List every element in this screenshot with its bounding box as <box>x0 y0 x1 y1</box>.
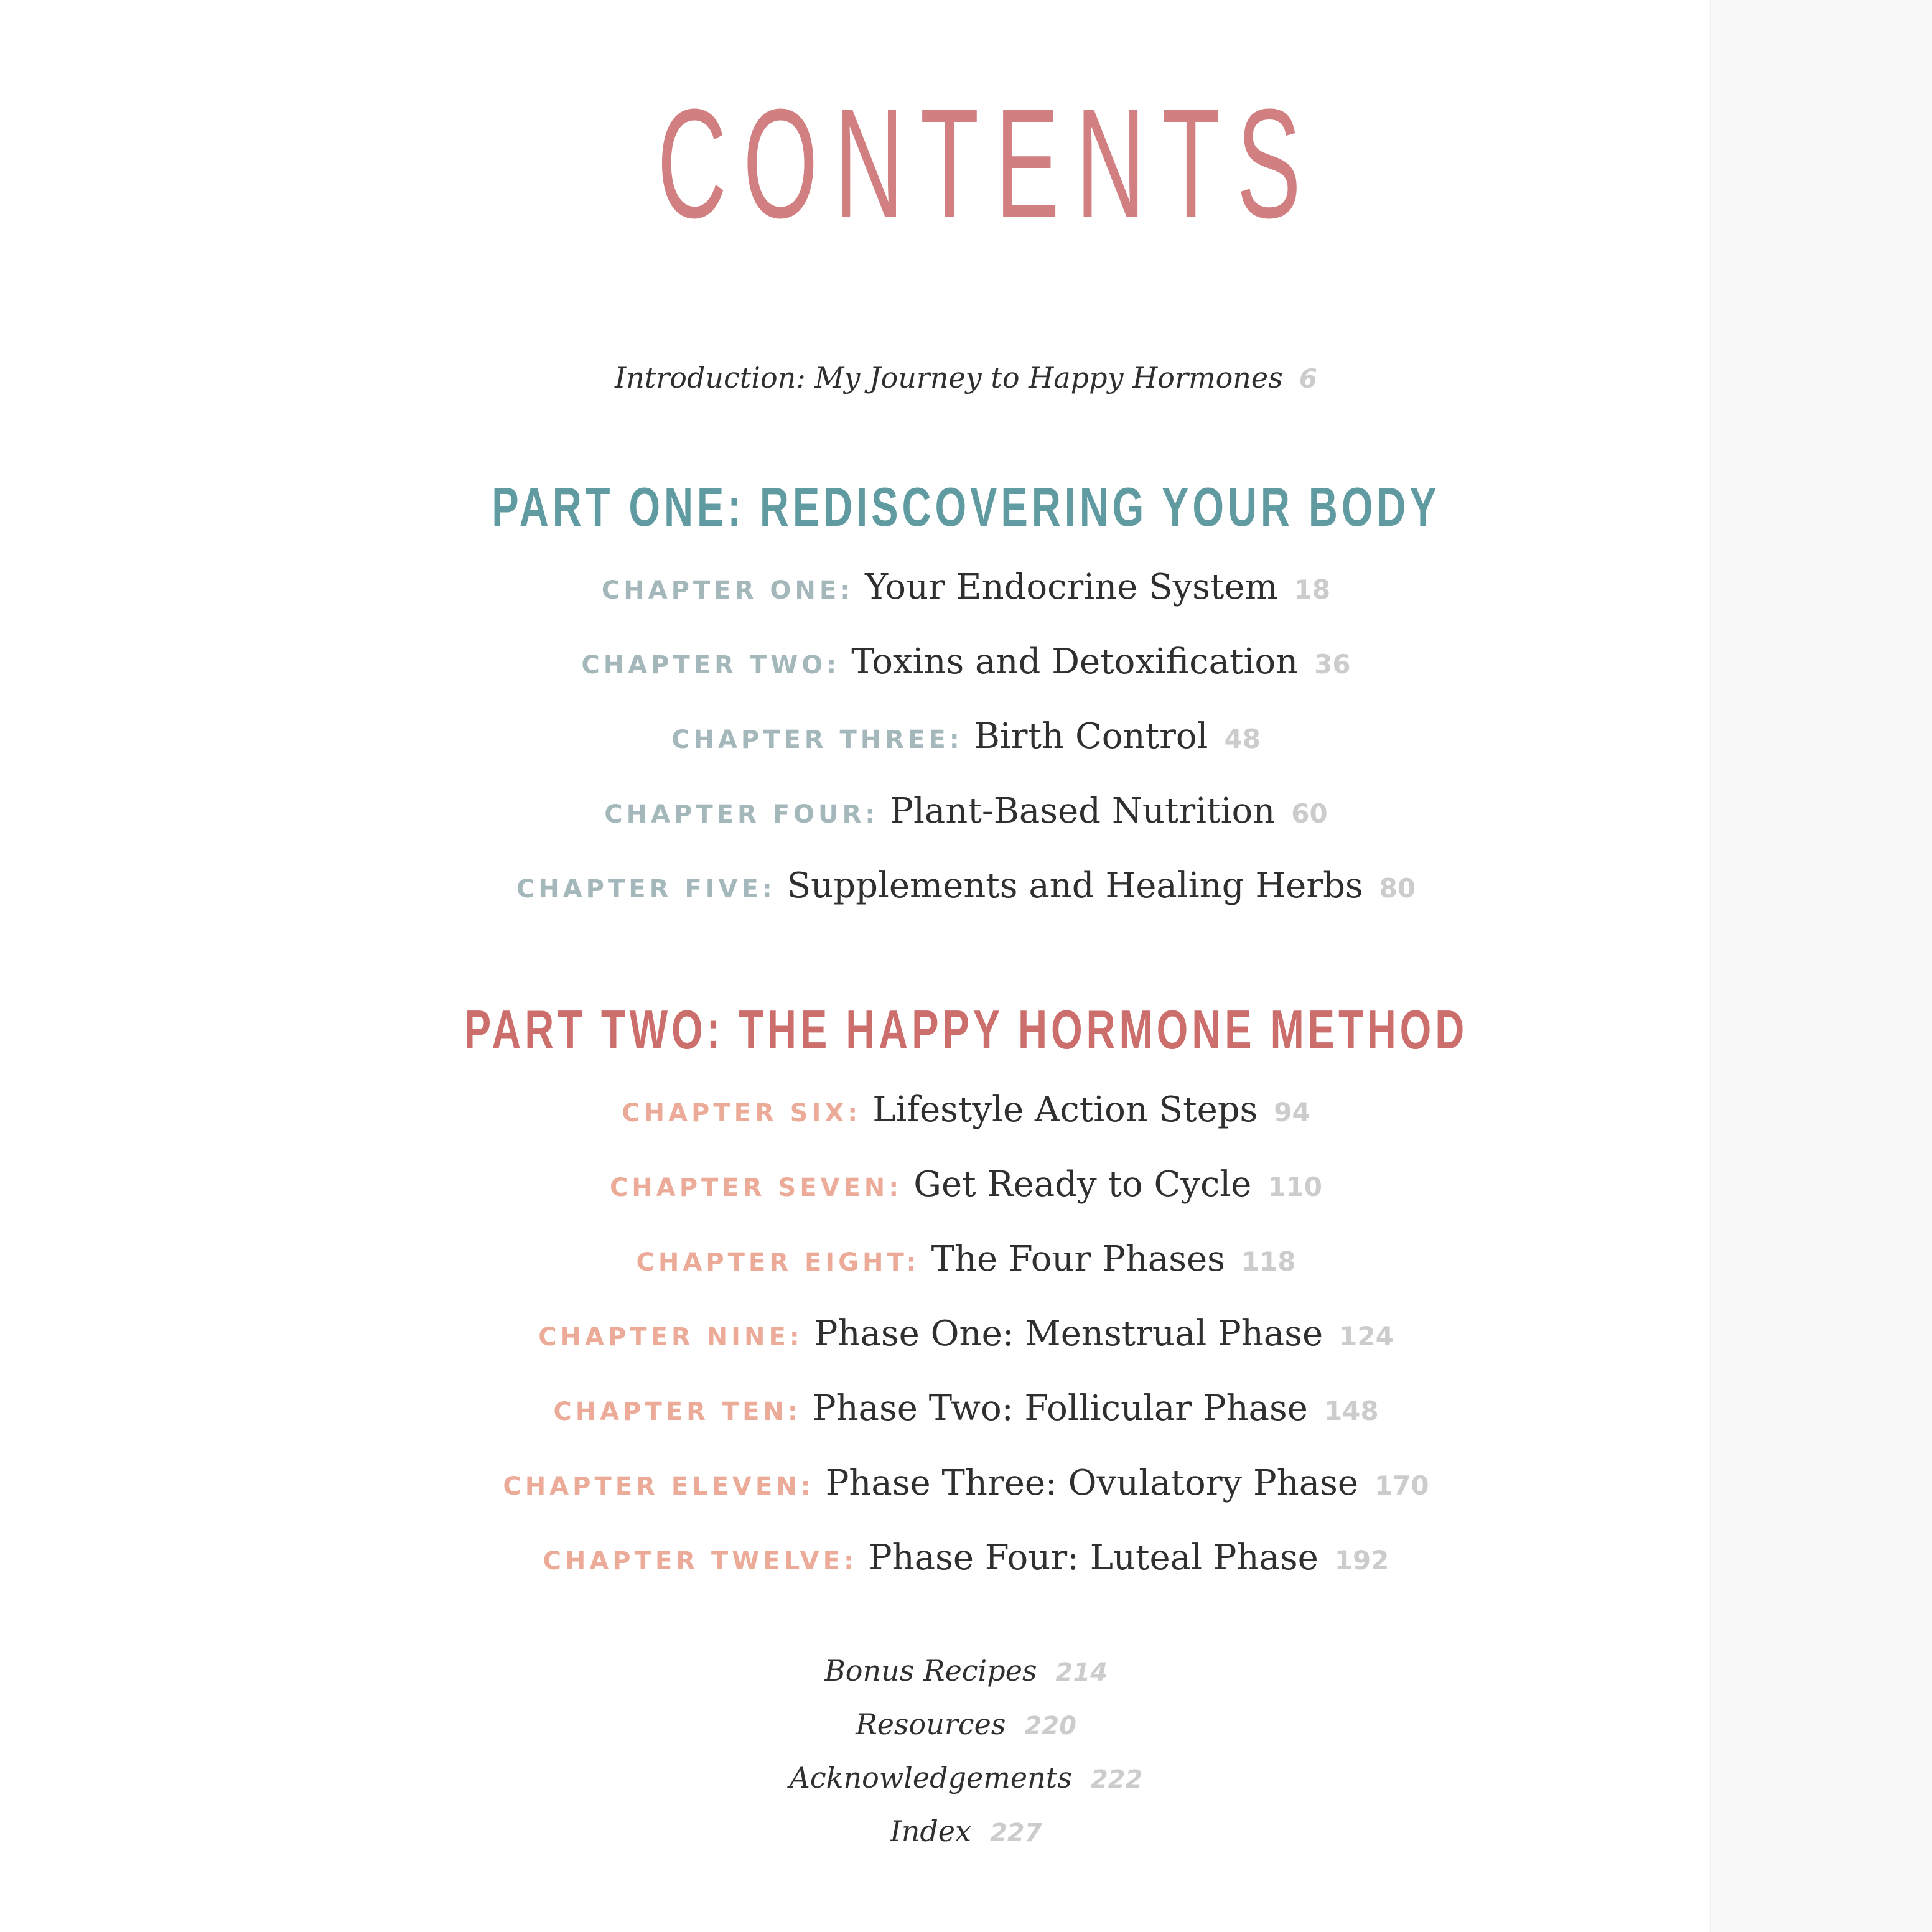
chapter-label: CHAPTER THREE: <box>671 726 963 754</box>
chapter-title: Toxins and Detoxification <box>851 642 1299 682</box>
chapter-label: CHAPTER EIGHT: <box>636 1248 920 1277</box>
chapter-title: Your Endocrine System <box>865 567 1278 607</box>
page-edge <box>1710 0 1932 1932</box>
toc-entry-chapter-two[interactable] <box>0 637 1932 690</box>
chapter-label: CHAPTER ONE: <box>601 576 854 605</box>
entry-title: Introduction: My Journey to Happy Hormones <box>614 361 1283 394</box>
entry-title: Acknowledgements <box>789 1761 1072 1794</box>
chapter-label: CHAPTER FOUR: <box>604 800 879 829</box>
chapter-title: Phase Three: Ovulatory Phase <box>825 1463 1358 1503</box>
page-number: 124 <box>1339 1321 1394 1351</box>
toc-entry-chapter-twelve[interactable] <box>0 1533 1932 1586</box>
chapter-title: Phase Four: Luteal Phase <box>868 1538 1318 1578</box>
entry-title: Bonus Recipes <box>824 1654 1037 1687</box>
toc-entry-chapter-four[interactable] <box>0 786 1932 839</box>
part-one-heading: PART ONE: REDISCOVERING YOUR BODY <box>492 476 1440 538</box>
page-number: 220 <box>1024 1712 1076 1740</box>
toc-entry-chapter-nine[interactable] <box>0 1309 1932 1362</box>
entry-title: Resources <box>856 1707 1006 1741</box>
page-number: 170 <box>1374 1470 1429 1501</box>
page-number: 94 <box>1274 1097 1310 1127</box>
toc-entry-chapter-seven[interactable] <box>0 1160 1932 1213</box>
chapter-label: CHAPTER FIVE: <box>516 875 776 903</box>
chapter-label: CHAPTER SIX: <box>622 1099 862 1127</box>
chapter-label: CHAPTER ELEVEN: <box>503 1472 814 1501</box>
chapter-title: Birth Control <box>974 716 1208 757</box>
chapter-label: CHAPTER SEVEN: <box>609 1174 903 1202</box>
chapter-title: Supplements and Healing Herbs <box>786 866 1363 906</box>
part-two-heading: PART TWO: THE HAPPY HORMONE METHOD <box>464 999 1468 1060</box>
toc-entry-chapter-six[interactable] <box>0 1085 1932 1138</box>
toc-entry-acknowledgements[interactable] <box>0 1757 1932 1800</box>
chapter-label: CHAPTER NINE: <box>538 1323 803 1351</box>
toc-entry-chapter-five[interactable] <box>0 861 1932 914</box>
page-number: 48 <box>1224 724 1261 754</box>
toc-entry-chapter-one[interactable] <box>0 562 1932 615</box>
chapter-label: CHAPTER TEN: <box>553 1398 801 1426</box>
page-number: 36 <box>1314 649 1351 679</box>
toc-entry-chapter-three[interactable] <box>0 712 1932 765</box>
chapter-title: The Four Phases <box>931 1239 1225 1279</box>
page-number: 222 <box>1090 1765 1143 1794</box>
page-number: 214 <box>1055 1658 1108 1687</box>
entry-title: Index <box>890 1814 971 1848</box>
chapter-title: Plant-Based Nutrition <box>890 791 1276 831</box>
toc-entry-resources[interactable] <box>0 1704 1932 1747</box>
page-number: 18 <box>1294 574 1331 605</box>
page-number: 148 <box>1323 1396 1379 1426</box>
page-number: 192 <box>1334 1545 1389 1575</box>
chapter-title: Lifestyle Action Steps <box>872 1090 1258 1130</box>
chapter-label: CHAPTER TWELVE: <box>543 1547 857 1575</box>
toc-entry-index[interactable] <box>0 1811 1932 1854</box>
page-number: 60 <box>1291 798 1328 829</box>
chapter-title: Phase One: Menstrual Phase <box>814 1314 1323 1354</box>
chapter-title: Get Ready to Cycle <box>913 1164 1252 1205</box>
page-number: 6 <box>1299 363 1317 394</box>
toc-entry-chapter-eleven[interactable] <box>0 1458 1932 1511</box>
page-number: 80 <box>1379 873 1416 903</box>
page-number: 227 <box>989 1819 1042 1847</box>
toc-entry-introduction[interactable] <box>0 356 1932 401</box>
toc-entry-chapter-ten[interactable] <box>0 1384 1932 1437</box>
page-title: CONTENTS <box>657 77 1317 250</box>
page-number: 110 <box>1267 1172 1323 1202</box>
chapter-title: Phase Two: Follicular Phase <box>812 1388 1308 1429</box>
page-number: 118 <box>1241 1246 1296 1277</box>
chapter-label: CHAPTER TWO: <box>581 651 841 679</box>
toc-entry-bonus-recipes[interactable] <box>0 1650 1932 1693</box>
toc-entry-chapter-eight[interactable] <box>0 1234 1932 1287</box>
